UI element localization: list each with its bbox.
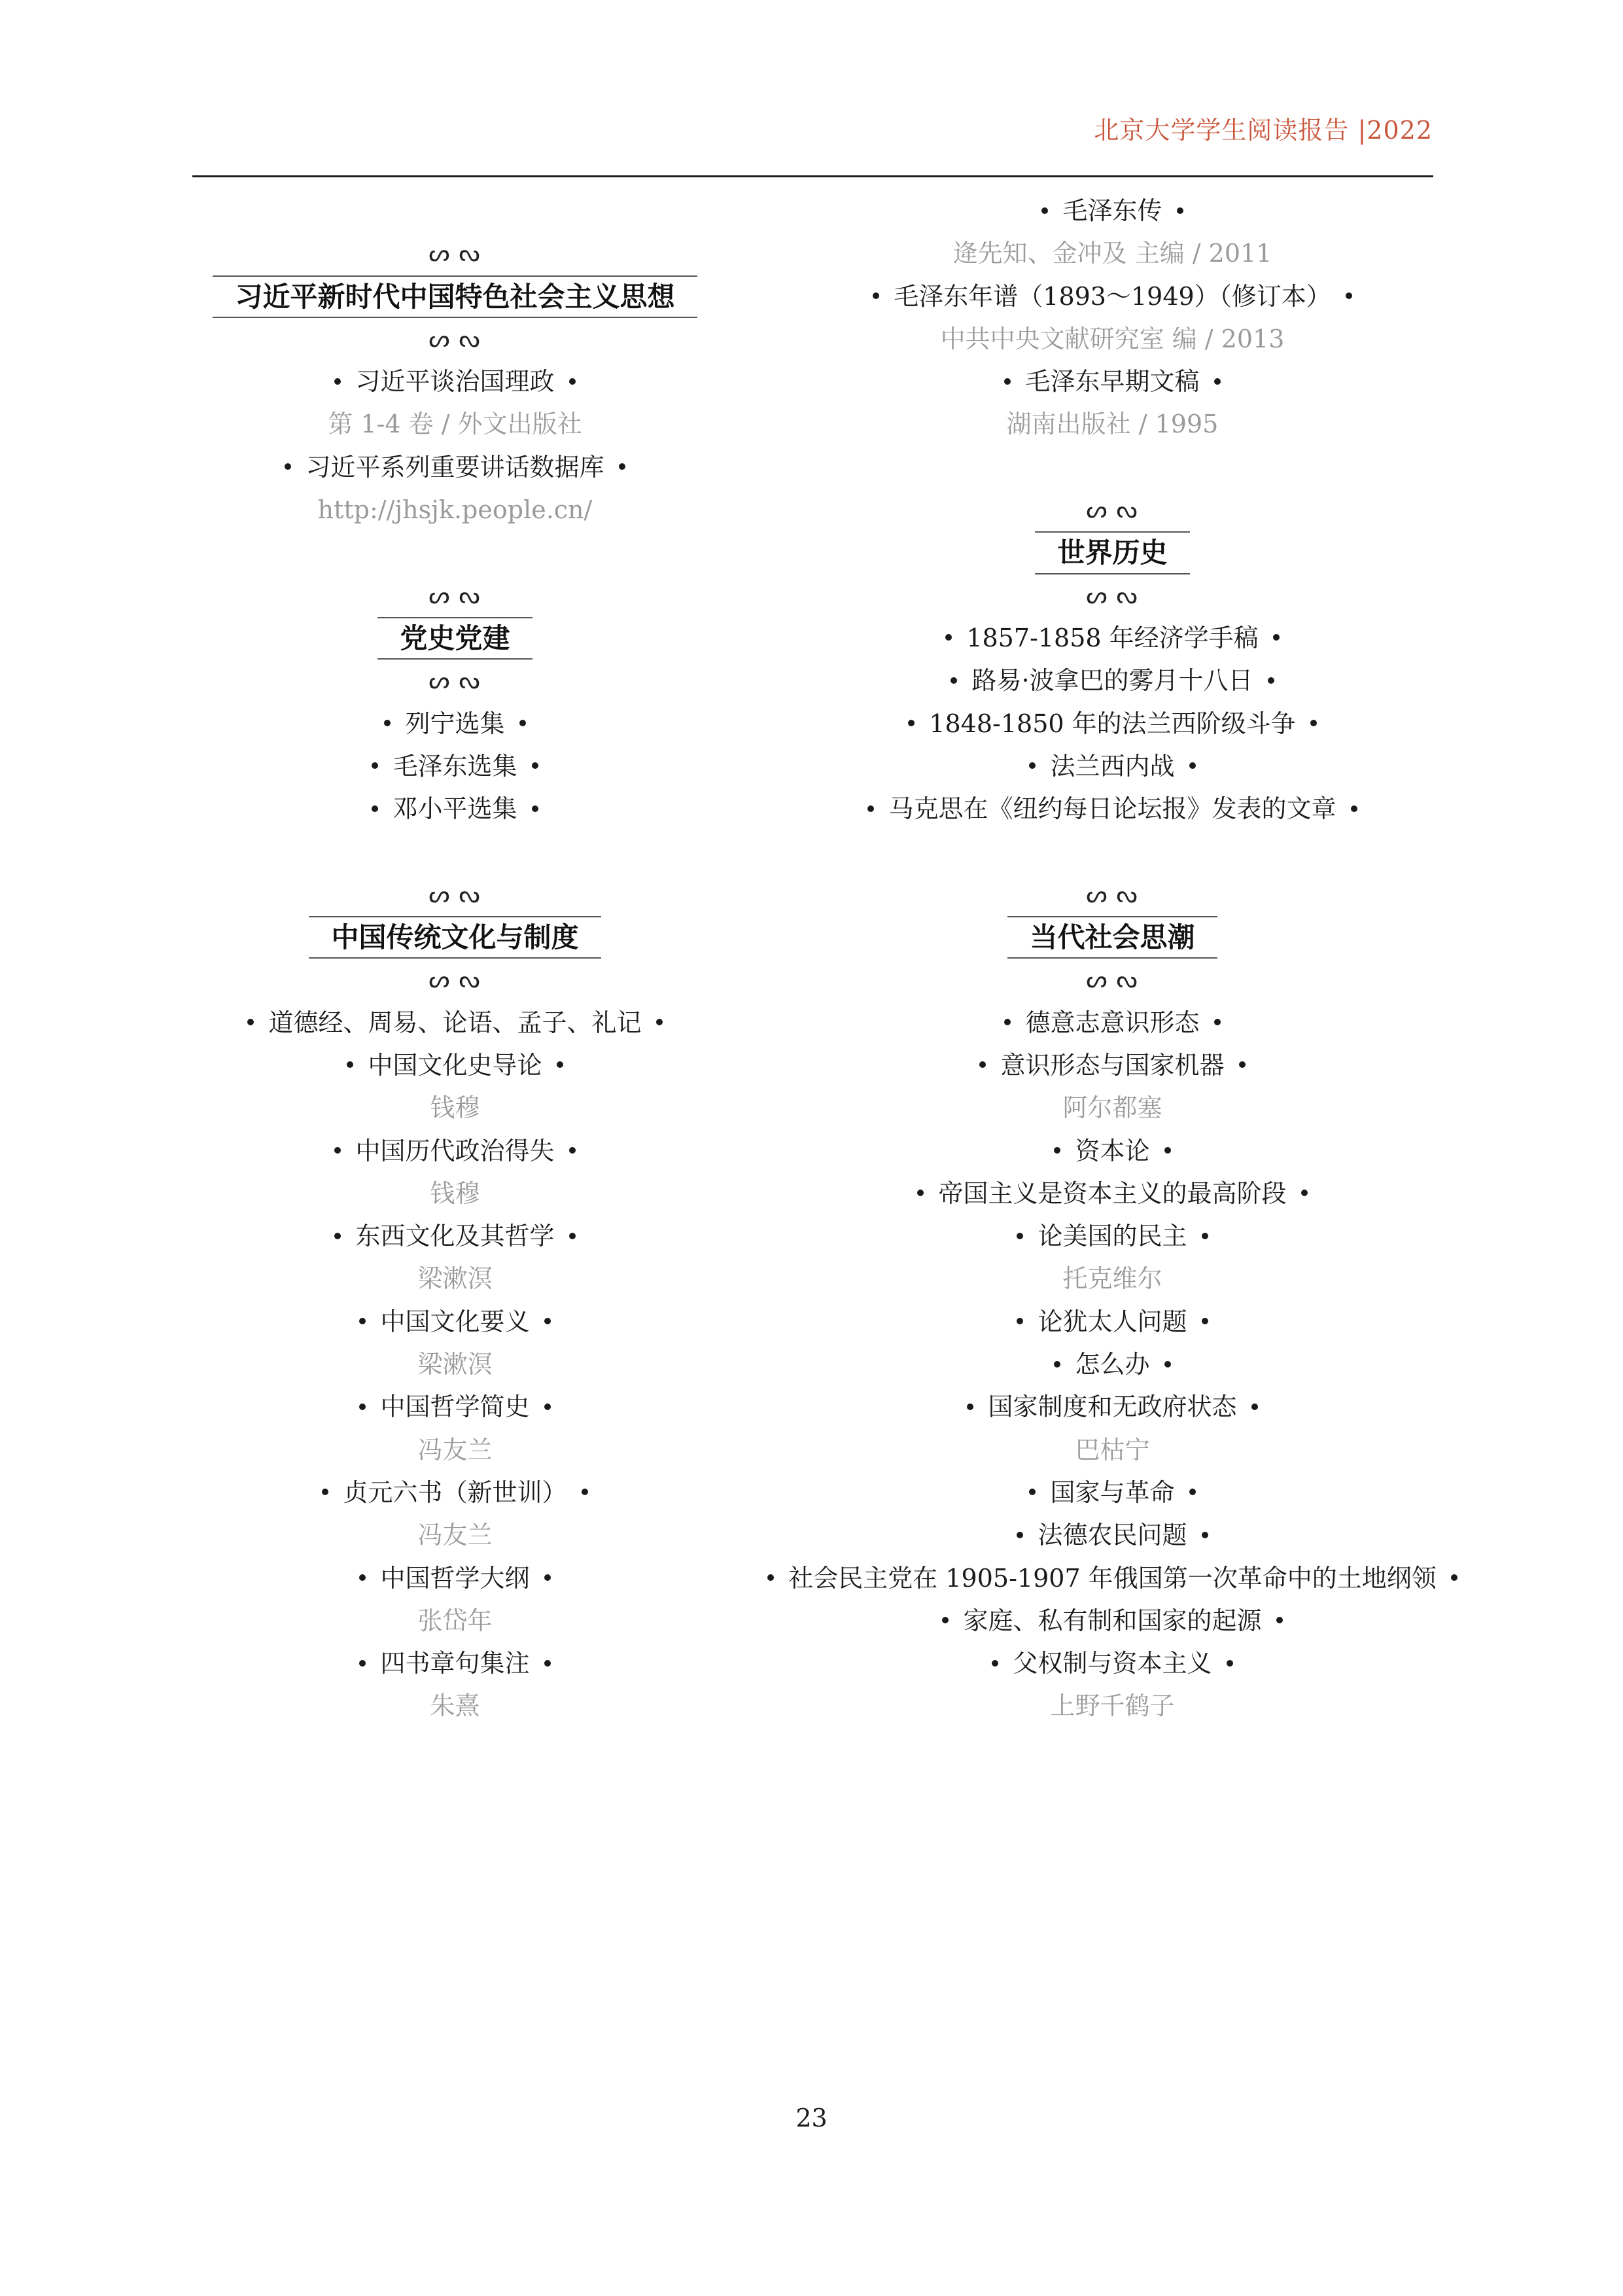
- book-item: 德意志意识形态: [1004, 1002, 1220, 1044]
- section-title: 世界历史: [1035, 531, 1189, 574]
- book-author: 巴枯宁: [1075, 1435, 1150, 1464]
- ornament: ᔕ ᔓ: [428, 966, 481, 994]
- ornament: ᔕ ᔓ: [1086, 966, 1139, 994]
- book-item: 中国哲学大纲: [359, 1557, 550, 1600]
- book-item: 中国历代政治得失: [334, 1130, 575, 1173]
- book-item: 怎么办: [1054, 1343, 1170, 1386]
- book-item: 中国文化要义: [359, 1301, 550, 1343]
- book-item: 马克思在《纽约每日论坛报》发表的文章: [867, 788, 1357, 830]
- book-item: 贞元六书（新世训）: [322, 1472, 587, 1514]
- report-header: 北京大学学生阅读报告 |2022: [1094, 116, 1433, 145]
- book-item: 习近平系列重要讲话数据库: [285, 446, 625, 489]
- book-item: 论犹太人问题: [1017, 1301, 1208, 1343]
- right-column: [721, 190, 1504, 1728]
- ornament: ᔕ ᔓ: [428, 881, 481, 908]
- book-author: 钱穆: [430, 1178, 480, 1208]
- book-meta: 中共中央文献研究室 编 / 2013: [940, 324, 1285, 353]
- section-title: 中国传统文化与制度: [309, 916, 601, 959]
- ornament: ᔕ ᔓ: [1086, 582, 1139, 609]
- ornament: ᔕ ᔓ: [428, 240, 481, 268]
- book-item: 毛泽东选集: [372, 745, 538, 788]
- book-item: 1857-1858 年经济学手稿: [945, 617, 1279, 660]
- book-item: 意识形态与国家机器: [979, 1044, 1245, 1087]
- book-item: 列宁选集: [384, 703, 525, 745]
- book-item: 道德经、周易、论语、孟子、礼记: [247, 1002, 662, 1044]
- book-item: 毛泽东传: [1041, 190, 1183, 232]
- book-author: 冯友兰: [417, 1435, 493, 1464]
- book-item: 习近平谈治国理政: [334, 361, 575, 403]
- book-item: 中国文化史导论: [347, 1044, 563, 1087]
- book-author: 朱熹: [430, 1691, 480, 1721]
- section-title: 习近平新时代中国特色社会主义思想: [213, 275, 697, 318]
- book-author: 钱穆: [430, 1093, 480, 1123]
- book-author: 上野千鹤子: [1050, 1691, 1175, 1721]
- book-item: 中国哲学简史: [359, 1386, 550, 1428]
- header-rule: [192, 175, 1433, 177]
- book-item: 国家与革命: [1029, 1472, 1195, 1514]
- book-author: 冯友兰: [417, 1521, 493, 1550]
- book-meta: 第 1-4 卷 / 外文出版社: [328, 410, 582, 439]
- book-link[interactable]: http://jhsjk.people.cn/: [317, 495, 593, 525]
- book-author: 梁漱溟: [417, 1264, 493, 1294]
- book-item: 毛泽东年谱（1893～1949）（修订本）: [873, 275, 1352, 318]
- book-item: 父权制与资本主义: [992, 1642, 1232, 1685]
- book-meta: 湖南出版社 / 1995: [1006, 410, 1219, 439]
- book-author: 张岱年: [417, 1606, 493, 1635]
- book-item: 社会民主党在 1905-1907 年俄国第一次革命中的土地纲领: [767, 1557, 1457, 1600]
- ornament: ᔕ ᔓ: [428, 582, 481, 609]
- book-item: 1848-1850 年的法兰西阶级斗争: [908, 703, 1316, 745]
- page-number: 23: [795, 2104, 828, 2132]
- book-author: 托克维尔: [1062, 1264, 1162, 1294]
- book-item: 论美国的民主: [1017, 1215, 1208, 1258]
- book-item: 资本论: [1054, 1130, 1170, 1173]
- left-column: [192, 190, 718, 1728]
- book-item: 法兰西内战: [1029, 745, 1195, 788]
- book-item: 邓小平选集: [372, 788, 538, 830]
- book-item: 四书章句集注: [359, 1642, 550, 1685]
- ornament: ᔕ ᔓ: [428, 325, 481, 353]
- book-item: 国家制度和无政府状态: [967, 1386, 1257, 1428]
- book-item: 路易·波拿巴的雾月十八日: [951, 660, 1274, 702]
- book-author: 梁漱溟: [417, 1350, 493, 1379]
- section-title: 党史党建: [377, 617, 532, 660]
- book-item: 帝国主义是资本主义的最高阶段: [917, 1173, 1307, 1215]
- ornament: ᔕ ᔓ: [1086, 881, 1139, 908]
- book-item: 家庭、私有制和国家的起源: [942, 1600, 1282, 1642]
- book-item: 东西文化及其哲学: [334, 1215, 575, 1258]
- ornament: ᔕ ᔓ: [1086, 497, 1139, 524]
- book-item: 毛泽东早期文稿: [1004, 361, 1220, 403]
- book-meta: 逄先知、金冲及 主编 / 2011: [952, 239, 1272, 268]
- section-title: 当代社会思潮: [1007, 916, 1217, 959]
- ornament: ᔕ ᔓ: [428, 667, 481, 695]
- book-item: 法德农民问题: [1017, 1514, 1208, 1557]
- book-author: 阿尔都塞: [1062, 1093, 1162, 1123]
